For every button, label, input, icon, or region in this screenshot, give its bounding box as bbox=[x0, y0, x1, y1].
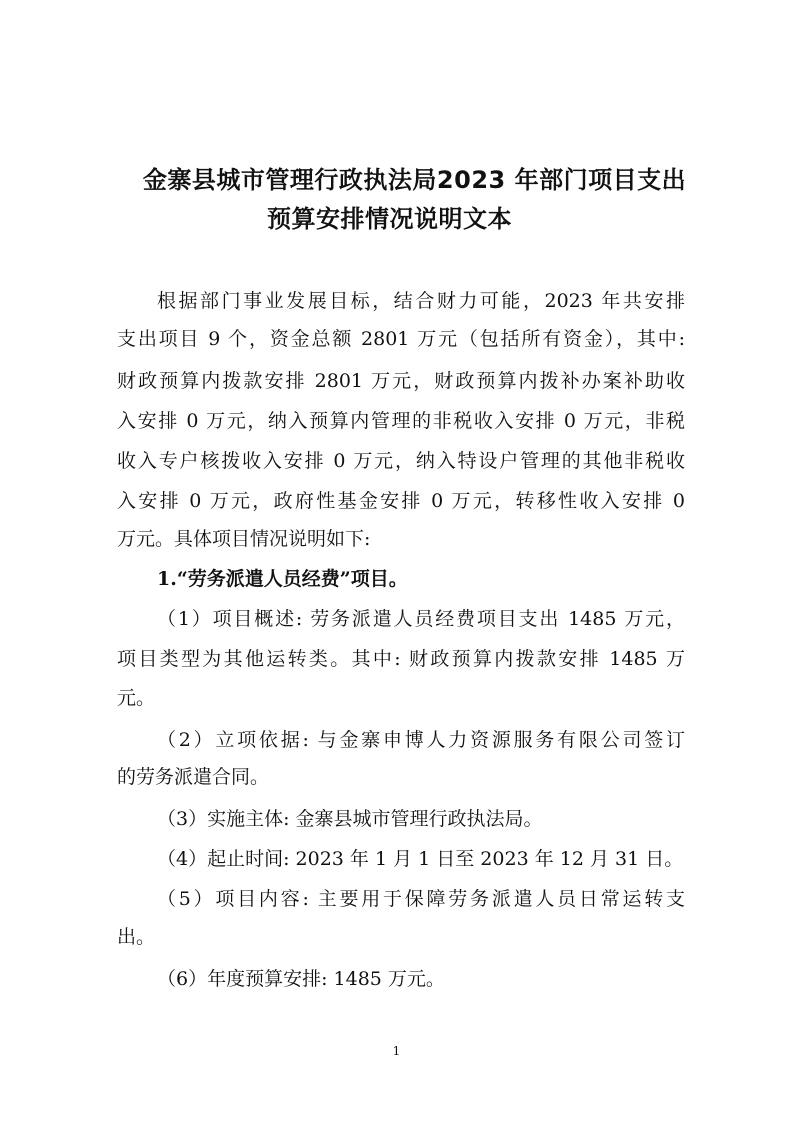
para1-line-6: 入安排 0 万元，政府性基金安排 0 万元，转移性收入安排 0 bbox=[117, 490, 685, 512]
section-1-heading: 1.“劳务派遣人员经费”项目。 bbox=[157, 568, 408, 590]
document-title-line-2: 预算安排情况说明文本 bbox=[267, 205, 512, 233]
item1-line-2: 项目类型为其他运转类。其中: 财政预算内拨款安排 1485 万 bbox=[117, 648, 685, 670]
para1-line-1: 根据部门事业发展目标，结合财力可能，2023 年共安排 bbox=[157, 290, 685, 312]
para1-line-2: 支出项目 9 个，资金总额 2801 万元（包括所有资金），其中: bbox=[117, 328, 685, 350]
item5-line-2: 出。 bbox=[117, 926, 156, 948]
para1-line-4: 入安排 0 万元，纳入预算内管理的非税收入安排 0 万元，非税 bbox=[117, 410, 685, 432]
para1-line-3: 财政预算内拨款安排 2801 万元，财政预算内拨补办案补助收 bbox=[117, 370, 685, 392]
document-title-line-1: 金寨县城市管理行政执法局2023 年部门项目支出 bbox=[142, 166, 687, 194]
para1-line-7: 万元。具体项目情况说明如下: bbox=[117, 528, 371, 550]
item4-line: （4）起止时间: 2023 年 1 月 1 日至 2023 年 12 月 31 日。 bbox=[157, 848, 684, 870]
item1-line-1: （1）项目概述: 劳务派遣人员经费项目支出 1485 万元， bbox=[157, 608, 685, 630]
page-number: 1 bbox=[392, 1044, 401, 1058]
item2-line-2: 的劳务派遣合同。 bbox=[117, 766, 270, 788]
item2-line-1: （2）立项依据: 与金寨申博人力资源服务有限公司签订 bbox=[157, 729, 685, 751]
item3-line: （3）实施主体: 金寨县城市管理行政执法局。 bbox=[157, 808, 543, 830]
para1-line-5: 收入专户核拨收入安排 0 万元，纳入特设户管理的其他非税收 bbox=[117, 450, 685, 472]
item6-line: （6）年度预算安排: 1485 万元。 bbox=[157, 968, 445, 990]
item5-line-1: （5）项目内容: 主要用于保障劳务派遣人员日常运转支 bbox=[157, 888, 685, 910]
item1-line-3: 元。 bbox=[117, 687, 156, 709]
